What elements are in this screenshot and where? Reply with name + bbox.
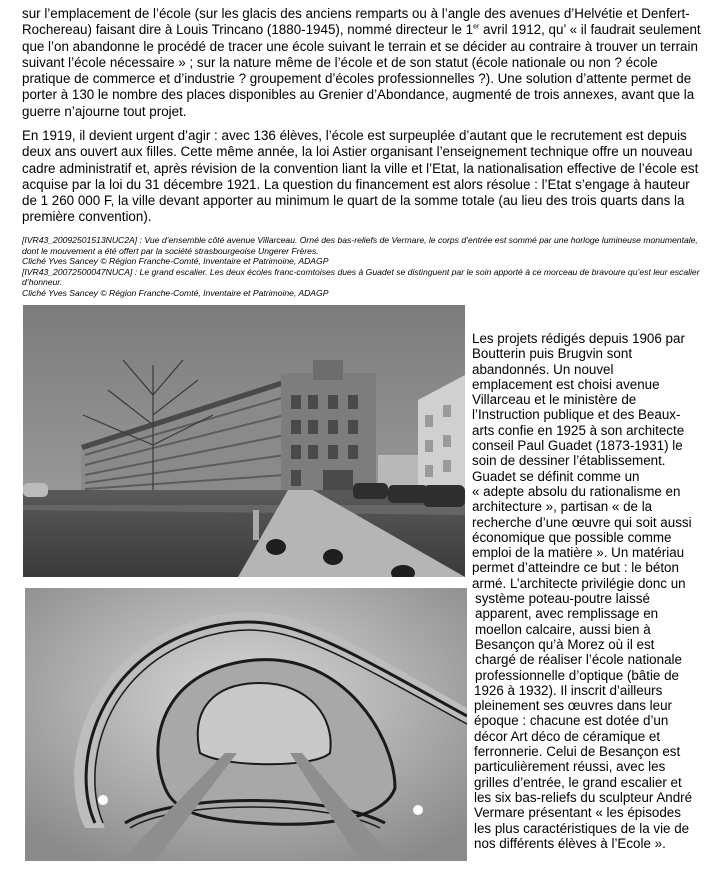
side-line: Guadet se définit comme un bbox=[472, 468, 640, 484]
photo-building-exterior bbox=[23, 305, 465, 577]
side-line: les six bas-reliefs du sculpteur André bbox=[474, 789, 693, 805]
side-line: abandonnés. Un nouvel bbox=[472, 361, 614, 377]
side-line: « adepte absolu du rationalisme en bbox=[472, 483, 681, 499]
side-line: décor Art déco de céramique et bbox=[474, 728, 661, 744]
ordinal-superscript: er bbox=[473, 23, 480, 31]
side-line: emploi de la matière ». Un matériau bbox=[472, 545, 685, 561]
paragraph-1-text-b: avril 1912, qu’ « il faudrait seulement que l’on abandonne le procédé de tracer une école suivant le terrain et se décider au contraire à trouver un terrain suivant l’école nécessaire » ; sur la nature même de l’école et de son statut (école nationale ou non ? école pratique de commerce et d’industrie ? groupement d’écoles professionnelles ?). Une solution d’attente permet de porter à 130 le nombre des places disponibles au Grenier d’Abondance, augmenté de trois annexes, avant que la guerre n’ajourne tout projet. bbox=[22, 22, 701, 119]
side-line: recherche d’une œuvre qui soit aussi bbox=[472, 514, 692, 530]
side-line: Boutterin puis Brugvin sont bbox=[472, 346, 633, 362]
paragraph-1 bbox=[22, 6, 708, 120]
side-line: pleinement ses œuvres dans leur bbox=[474, 698, 672, 714]
side-line: système poteau-poutre laissé bbox=[475, 591, 650, 607]
side-line: professionnelle d’optique (bâtie de bbox=[475, 667, 679, 683]
side-line: permet d’atteindre ce but : le béton bbox=[472, 560, 679, 576]
caption-1-ref: [IVR43_20092501513NUC2A] bbox=[22, 235, 138, 245]
staircase-photo-illustration bbox=[25, 588, 467, 861]
caption-2-ref: [IVR43_20072500047NUCA] bbox=[22, 266, 133, 277]
side-line: armé. L’architecte privilégie donc un bbox=[472, 575, 686, 591]
side-line: particulièrement réussi, avec les bbox=[474, 759, 666, 775]
side-line: soin de dessiner l’établissement. bbox=[472, 453, 666, 469]
side-line: emplacement est choisi avenue bbox=[472, 376, 660, 392]
side-line: Besançon qu’à Morez où il est bbox=[475, 636, 655, 652]
side-line: Villarceau et le ministère de bbox=[472, 392, 637, 408]
photo-captions bbox=[22, 235, 708, 298]
paragraph-1-text-a: sur l’emplacement de l’école (sur les glacis des anciens remparts ou à l’angle des avenues d’Helvétie et Denfert-Rochereau) faisant dire à Louis Trincano (1880-1945), nommé directeur le 1 bbox=[22, 6, 690, 38]
side-line: moellon calcaire, aussi bien à bbox=[475, 621, 651, 637]
side-line: l’Instruction publique et des Beaux- bbox=[472, 407, 681, 423]
caption-2-credit: Cliché Yves Sancey © Région Franche-Comté, Inventaire et Patrimoine, ADAGP bbox=[22, 287, 329, 298]
side-line: les plus caractéristiques de la vie de bbox=[474, 820, 690, 836]
side-line: architecture », partisan « de la bbox=[472, 499, 653, 515]
side-text-column bbox=[472, 331, 708, 851]
caption-2 bbox=[22, 267, 708, 288]
side-line: ferronnerie. Celui de Besançon est bbox=[474, 744, 681, 760]
side-line: chargé de réaliser l’école nationale bbox=[475, 652, 682, 668]
side-line: conseil Paul Guadet (1873-1931) le bbox=[472, 438, 683, 454]
side-line: économique que possible comme bbox=[472, 529, 672, 545]
caption-1-credit: Cliché Yves Sancey © Région Franche-Comté, Inventaire et Patrimoine, ADAGP bbox=[22, 256, 329, 266]
caption-2-text: : Le grand escalier. Les deux écoles franc-comtoises dues à Guadet se distinguent par le soin apporté à ce morceau de bravoure qu’est leur escalier d’honneur. bbox=[22, 266, 700, 287]
building-photo-illustration bbox=[23, 305, 465, 577]
side-line: nos différents élèves à l’Ecole ». bbox=[474, 835, 666, 851]
paragraph-2: En 1919, il devient urgent d’agir : avec 136 élèves, l’école est surpeuplée d’autant que le recrutement est depuis deux ans ouvert aux filles. Cette même année, la loi Astier organisant l’enseignement technique offre un nouveau cadre administratif et, après révision de la convention liant la ville et l’Etat, la nationalisation effective de l’école est acquise par la loi du 31 décembre 1921. La question du financement est alors résolue : l’Etat s’engage à hauteur de 1 260 000 F, la ville devant apporter au minimum le quart de la somme totale (au lieu des trois quarts dans la première convention). bbox=[22, 128, 699, 225]
side-line: 1926 à 1932). Il inscrit d’ailleurs bbox=[474, 682, 663, 698]
light-left bbox=[98, 795, 108, 805]
caption-1-text: : Vue d’ensemble côté avenue Villarceau. Orné des bas-reliefs de Vermare, le corps d’entrée est sommé par une horloge lumineuse monumentale, dont le mouvement a été offert par la société strasbourgeoise Ungerer Frères. bbox=[22, 235, 698, 256]
caption-1 bbox=[22, 235, 708, 256]
side-line: arts confie en 1925 à son architecte bbox=[472, 422, 685, 438]
side-line: Vermare présentant « les épisodes bbox=[474, 805, 681, 821]
side-line: grilles d’entrée, le grand escalier et bbox=[474, 774, 682, 790]
side-line: apparent, avec remplissage en bbox=[475, 606, 659, 622]
light-right bbox=[413, 805, 423, 815]
side-line: Les projets rédigés depuis 1906 par bbox=[472, 331, 685, 346]
side-line: époque : chacune est dotée d’un bbox=[474, 713, 669, 729]
photo-grand-staircase bbox=[25, 588, 467, 861]
